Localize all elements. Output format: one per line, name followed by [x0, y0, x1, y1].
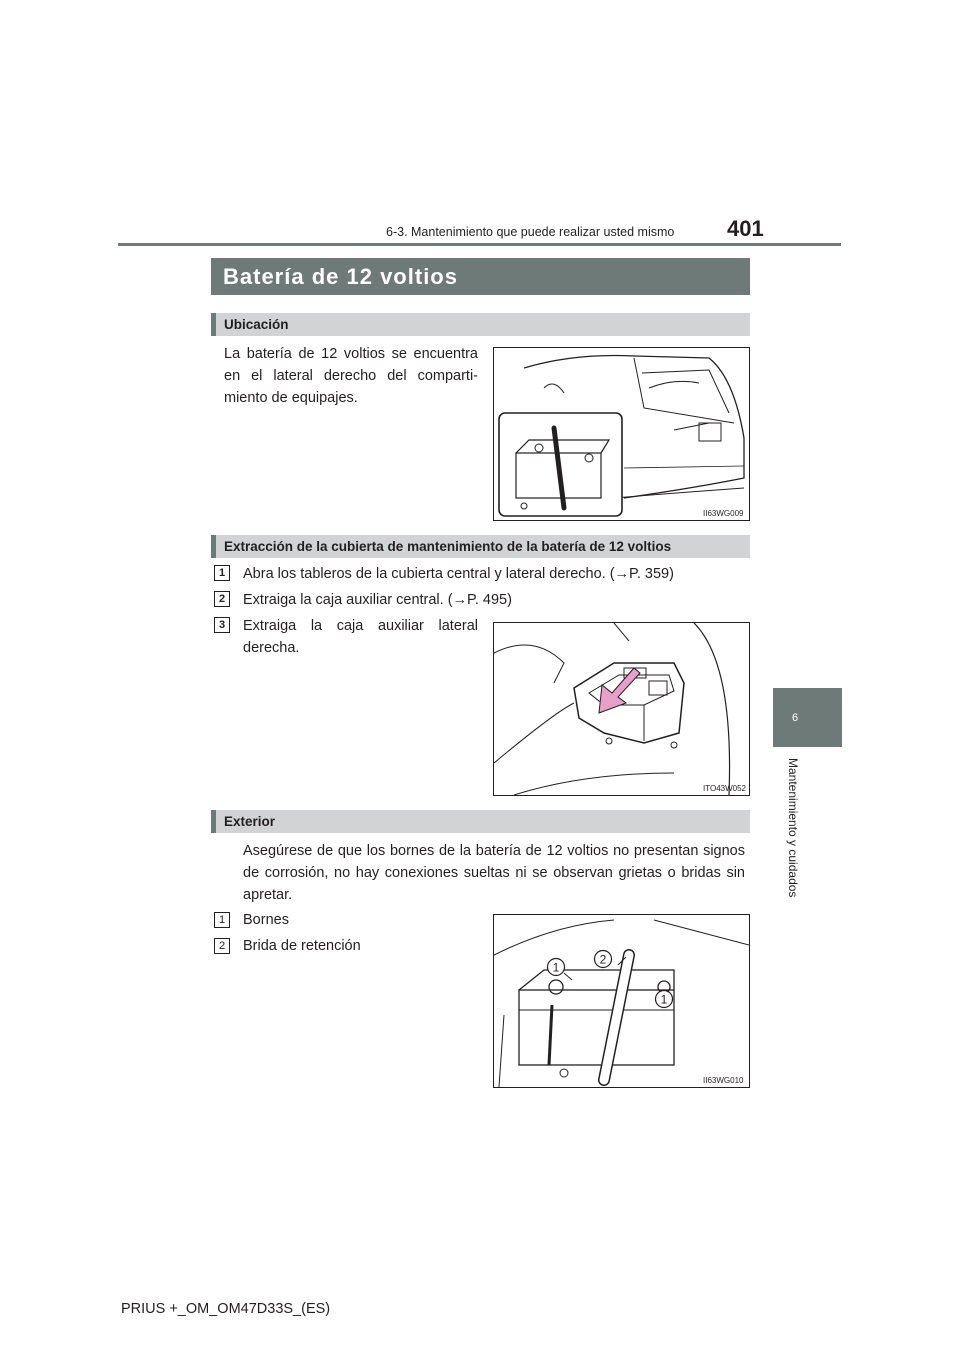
page-number: 401: [727, 216, 764, 241]
figure-code: II63WG010: [703, 1076, 744, 1085]
legend-label: Brida de retención: [243, 938, 361, 954]
figure-code: II63WG009: [703, 509, 744, 518]
figure-battery-location: [493, 347, 750, 521]
removal-heading: Extracción de la cubierta de mantenimiento de la batería de 12 voltios: [211, 535, 750, 558]
exterior-text: Asegúrese de que los bornes de la batería de 12 voltios no presentan signos de corrosión, no hay conexiones sueltas ni se observan grietas o bridas sin apretar.: [243, 843, 745, 903]
auxiliary-box-illustration: [494, 623, 749, 795]
figure-code: ITO43W052: [703, 784, 746, 793]
legend-number: 1: [214, 912, 230, 928]
page-title: Batería de 12 voltios: [211, 258, 750, 295]
section-header: 6-3. Mantenimiento que puede realizar usted mismo: [386, 225, 675, 239]
step-text: Extraiga la caja auxiliar lateral derecha.: [243, 618, 478, 656]
location-heading: Ubicación: [211, 313, 750, 336]
callout-label: 2: [599, 952, 607, 967]
header-rule: [118, 243, 841, 246]
step-text: Extraiga la caja auxiliar central. (→P. 495): [243, 592, 512, 608]
battery-exterior-illustration: [494, 915, 749, 1087]
figure-battery-exterior: [493, 914, 750, 1088]
step-number: 1: [214, 565, 230, 581]
chapter-title: Mantenimiento y cuidados: [786, 758, 800, 898]
exterior-heading: Exterior: [211, 810, 750, 833]
document-code: PRIUS +_OM_OM47D33S_(ES): [121, 1301, 331, 1317]
legend-number: 2: [214, 938, 230, 954]
callout-label: 1: [660, 992, 668, 1007]
figure-auxiliary-box: [493, 622, 750, 796]
step-text: Abra los tableros de la cubierta central y lateral derecho. (→P. 359): [243, 566, 674, 582]
location-text: La batería de 12 voltios se encuentra en el lateral derecho del comparti- miento de equipajes.: [224, 346, 478, 406]
step-number: 3: [214, 617, 230, 633]
chapter-number: 6: [791, 712, 799, 724]
legend-label: Bornes: [243, 912, 289, 928]
callout-label: 1: [552, 960, 560, 975]
step-number: 2: [214, 591, 230, 607]
battery-location-illustration: [494, 348, 749, 520]
